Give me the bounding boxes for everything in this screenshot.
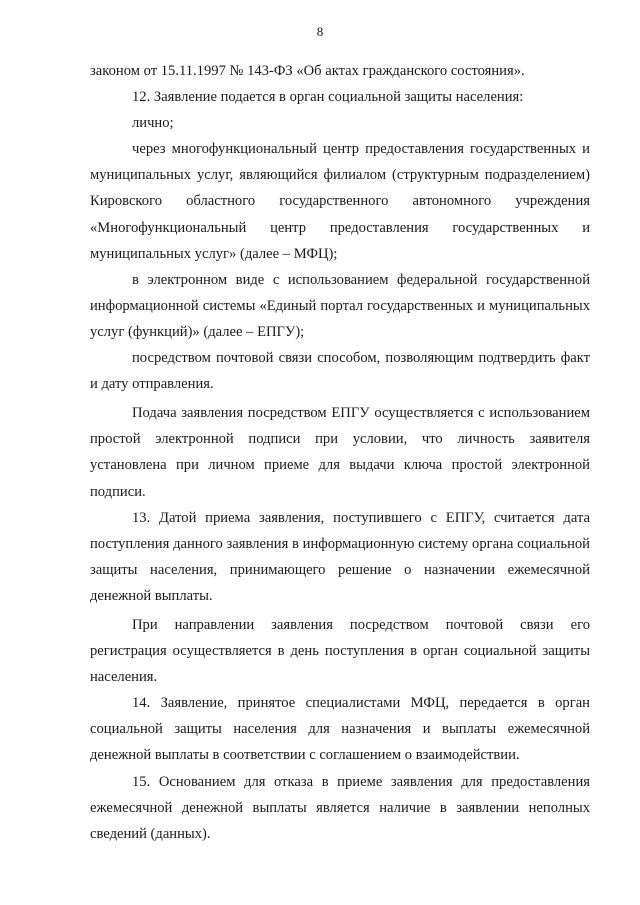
paragraph-post: посредством почтовой связи способом, позволяющим подтвердить факт и дату отправления. [90,350,590,393]
paragraph-item-14: 14. Заявление, принятое специалистами МФЦ, передается в орган социальной защиты населения для назначения и выплаты ежемесячной денежной выплаты в соответствии с соглашением о взаимодействии. [90,695,590,764]
paragraph-item-12: 12. Заявление подается в орган социальной защиты населения: [132,89,524,106]
paragraph-postal-registration: При направлении заявления посредством почтовой связи его регистрация осуществляется в день поступления в орган социальной защиты населения. [90,616,590,686]
paragraph-item-15: 15. Основанием для отказа в приеме заявления для предоставления ежемесячной денежной выплаты является наличие в заявлении неполных сведений (данных). [90,773,590,842]
paragraph-epgu-signature: Подача заявления посредством ЕПГУ осуществляется с использованием простой электронной подписи при условии, что личность заявителя установлена при личном приеме для выдачи ключа простой электронной подписи. [90,405,590,500]
paragraph-mfc: через многофункциональный центр предоставления государственных и муниципальных услуг, являющийся филиалом (структурным подразделением) Кировского областного государственного автономного учреждения «Многофункциональный центр предоставления государственных и муниципальных услуг» (далее – МФЦ); [90,141,590,262]
document-body [90,58,590,847]
paragraph-continuation: законом от 15.11.1997 № 143-ФЗ «Об актах гражданского состояния». [90,63,525,79]
paragraph-item-13: 13. Датой приема заявления, поступившего с ЕПГУ, считается дата поступления данного заявления в информационную систему органа социальной защиты населения, принимающего решение о назначении ежемесячной денежной выплаты. [90,509,590,604]
page-number: 8 [316,24,324,39]
paragraph-epgu: в электронном виде с использованием федеральной государственной информационной системы «Единый портал государственных и муниципальных услуг (функций)» (далее – ЕПГУ); [90,271,590,340]
paragraph-in-person: лично; [132,115,174,132]
